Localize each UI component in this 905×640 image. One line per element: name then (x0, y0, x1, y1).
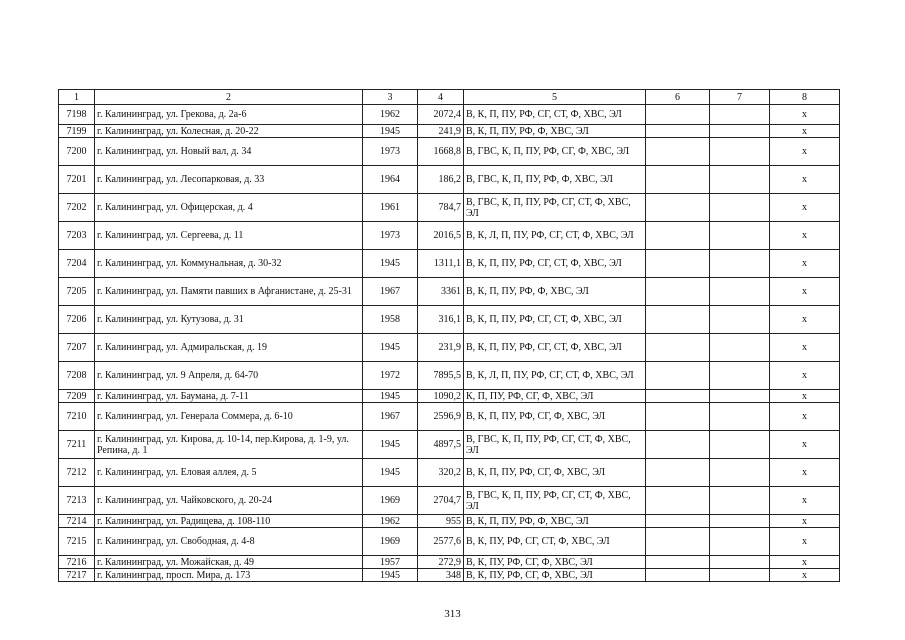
year-cell: 1945 (363, 125, 418, 138)
systems-cell: В, К, П, ПУ, РФ, СГ, СТ, Ф, ХВС, ЭЛ (464, 334, 646, 362)
col8-mark: x (770, 222, 840, 250)
year-cell: 1945 (363, 250, 418, 278)
header-col-5: 5 (464, 90, 646, 105)
table-row (59, 487, 840, 515)
address-cell: г. Калининград, ул. Кирова, д. 10-14, пер.Кирова, д. 1-9, ул. Репина, д. 1 (95, 431, 363, 459)
table-row (59, 138, 840, 166)
year-cell: 1958 (363, 306, 418, 334)
row-number: 7203 (59, 222, 95, 250)
systems-cell: В, К, ПУ, РФ, СГ, СТ, Ф, ХВС, ЭЛ (464, 528, 646, 556)
area-cell: 1668,8 (418, 138, 464, 166)
header-col-7: 7 (710, 90, 770, 105)
col8-mark: x (770, 105, 840, 125)
table-row (59, 306, 840, 334)
area-cell: 272,9 (418, 556, 464, 569)
systems-cell: В, К, ПУ, РФ, СГ, Ф, ХВС, ЭЛ (464, 556, 646, 569)
col6-cell (646, 403, 710, 431)
col8-mark: x (770, 278, 840, 306)
area-cell: 3361 (418, 278, 464, 306)
year-cell: 1962 (363, 105, 418, 125)
col8-mark: x (770, 515, 840, 528)
year-cell: 1945 (363, 569, 418, 582)
address-cell: г. Калининград, ул. Баумана, д. 7-11 (95, 390, 363, 403)
row-number: 7215 (59, 528, 95, 556)
col6-cell (646, 431, 710, 459)
table-row (59, 431, 840, 459)
col8-mark: x (770, 138, 840, 166)
row-number: 7214 (59, 515, 95, 528)
col7-cell (710, 222, 770, 250)
area-cell: 955 (418, 515, 464, 528)
col8-mark: x (770, 125, 840, 138)
table-row (59, 362, 840, 390)
header-col-3: 3 (363, 90, 418, 105)
systems-cell: В, К, П, ПУ, РФ, Ф, ХВС, ЭЛ (464, 515, 646, 528)
row-number: 7207 (59, 334, 95, 362)
col6-cell (646, 306, 710, 334)
header-col-2: 2 (95, 90, 363, 105)
address-cell: г. Калининград, ул. Офицерская, д. 4 (95, 194, 363, 222)
table-row (59, 556, 840, 569)
col7-cell (710, 390, 770, 403)
col6-cell (646, 166, 710, 194)
row-number: 7209 (59, 390, 95, 403)
year-cell: 1972 (363, 362, 418, 390)
area-cell: 4897,5 (418, 431, 464, 459)
col6-cell (646, 138, 710, 166)
area-cell: 241,9 (418, 125, 464, 138)
col8-mark: x (770, 487, 840, 515)
header-col-1: 1 (59, 90, 95, 105)
address-cell: г. Калининград, ул. Колесная, д. 20-22 (95, 125, 363, 138)
col8-mark: x (770, 362, 840, 390)
table-row (59, 105, 840, 125)
systems-cell: В, К, П, ПУ, РФ, СГ, Ф, ХВС, ЭЛ (464, 403, 646, 431)
table-row (59, 166, 840, 194)
address-cell: г. Калининград, ул. Новый вал, д. 34 (95, 138, 363, 166)
col8-mark: x (770, 528, 840, 556)
systems-cell: В, К, Л, П, ПУ, РФ, СГ, СТ, Ф, ХВС, ЭЛ (464, 362, 646, 390)
registry-table (58, 89, 840, 582)
area-cell: 186,2 (418, 166, 464, 194)
year-cell: 1973 (363, 222, 418, 250)
col8-mark: x (770, 390, 840, 403)
col7-cell (710, 362, 770, 390)
col8-mark: x (770, 431, 840, 459)
address-cell: г. Калининград, ул. Свободная, д. 4-8 (95, 528, 363, 556)
row-number: 7204 (59, 250, 95, 278)
table-row (59, 250, 840, 278)
row-number: 7208 (59, 362, 95, 390)
year-cell: 1945 (363, 390, 418, 403)
header-col-8: 8 (770, 90, 840, 105)
col6-cell (646, 362, 710, 390)
row-number: 7201 (59, 166, 95, 194)
col8-mark: x (770, 403, 840, 431)
row-number: 7200 (59, 138, 95, 166)
col8-mark: x (770, 334, 840, 362)
year-cell: 1969 (363, 528, 418, 556)
col8-mark: x (770, 194, 840, 222)
col6-cell (646, 250, 710, 278)
systems-cell: В, К, П, ПУ, РФ, СГ, СТ, Ф, ХВС, ЭЛ (464, 306, 646, 334)
year-cell: 1967 (363, 403, 418, 431)
row-number: 7205 (59, 278, 95, 306)
registry-table-sheet (58, 89, 839, 582)
col8-mark: x (770, 306, 840, 334)
systems-cell: В, ГВС, К, П, ПУ, РФ, Ф, ХВС, ЭЛ (464, 166, 646, 194)
row-number: 7202 (59, 194, 95, 222)
table-row (59, 278, 840, 306)
year-cell: 1961 (363, 194, 418, 222)
col7-cell (710, 306, 770, 334)
row-number: 7198 (59, 105, 95, 125)
row-number: 7217 (59, 569, 95, 582)
col8-mark: x (770, 569, 840, 582)
col7-cell (710, 138, 770, 166)
year-cell: 1962 (363, 515, 418, 528)
col7-cell (710, 250, 770, 278)
area-cell: 1311,1 (418, 250, 464, 278)
area-cell: 2596,9 (418, 403, 464, 431)
area-cell: 2016,5 (418, 222, 464, 250)
systems-cell: В, ГВС, К, П, ПУ, РФ, СГ, Ф, ХВС, ЭЛ (464, 138, 646, 166)
col6-cell (646, 125, 710, 138)
col7-cell (710, 431, 770, 459)
table-row (59, 334, 840, 362)
col8-mark: x (770, 556, 840, 569)
col7-cell (710, 125, 770, 138)
col7-cell (710, 487, 770, 515)
col7-cell (710, 459, 770, 487)
table-row (59, 569, 840, 582)
address-cell: г. Калининград, ул. Чайковского, д. 20-24 (95, 487, 363, 515)
page-number: 313 (444, 608, 461, 620)
area-cell: 7895,5 (418, 362, 464, 390)
year-cell: 1945 (363, 431, 418, 459)
col7-cell (710, 528, 770, 556)
systems-cell: В, К, ПУ, РФ, СГ, Ф, ХВС, ЭЛ (464, 569, 646, 582)
address-cell: г. Калининград, ул. Лесопарковая, д. 33 (95, 166, 363, 194)
systems-cell: В, К, П, ПУ, РФ, СГ, Ф, ХВС, ЭЛ (464, 459, 646, 487)
col7-cell (710, 403, 770, 431)
area-cell: 2704,7 (418, 487, 464, 515)
table-row (59, 390, 840, 403)
year-cell: 1945 (363, 334, 418, 362)
col6-cell (646, 556, 710, 569)
address-cell: г. Калининград, ул. Коммунальная, д. 30-32 (95, 250, 363, 278)
table-row (59, 528, 840, 556)
col6-cell (646, 278, 710, 306)
col7-cell (710, 515, 770, 528)
year-cell: 1945 (363, 459, 418, 487)
table-row (59, 194, 840, 222)
area-cell: 2577,6 (418, 528, 464, 556)
col7-cell (710, 278, 770, 306)
col7-cell (710, 334, 770, 362)
year-cell: 1957 (363, 556, 418, 569)
address-cell: г. Калининград, ул. Генерала Соммера, д. 6-10 (95, 403, 363, 431)
area-cell: 1090,2 (418, 390, 464, 403)
area-cell: 316,1 (418, 306, 464, 334)
year-cell: 1969 (363, 487, 418, 515)
col6-cell (646, 334, 710, 362)
row-number: 7210 (59, 403, 95, 431)
table-row (59, 125, 840, 138)
col6-cell (646, 222, 710, 250)
systems-cell: В, К, П, ПУ, РФ, СГ, СТ, Ф, ХВС, ЭЛ (464, 250, 646, 278)
col7-cell (710, 556, 770, 569)
systems-cell: В, ГВС, К, П, ПУ, РФ, СГ, СТ, Ф, ХВС, ЭЛ (464, 487, 646, 515)
row-number: 7199 (59, 125, 95, 138)
systems-cell: В, К, П, ПУ, РФ, Ф, ХВС, ЭЛ (464, 278, 646, 306)
systems-cell: К, П, ПУ, РФ, СГ, Ф, ХВС, ЭЛ (464, 390, 646, 403)
header-row (59, 90, 840, 105)
systems-cell: В, ГВС, К, П, ПУ, РФ, СГ, СТ, Ф, ХВС, ЭЛ (464, 194, 646, 222)
row-number: 7213 (59, 487, 95, 515)
area-cell: 2072,4 (418, 105, 464, 125)
address-cell: г. Калининград, ул. Можайская, д. 49 (95, 556, 363, 569)
address-cell: г. Калининград, ул. Адмиральская, д. 19 (95, 334, 363, 362)
col8-mark: x (770, 459, 840, 487)
col6-cell (646, 487, 710, 515)
address-cell: г. Калининград, ул. Сергеева, д. 11 (95, 222, 363, 250)
col7-cell (710, 166, 770, 194)
area-cell: 231,9 (418, 334, 464, 362)
header-col-4: 4 (418, 90, 464, 105)
address-cell: г. Калининград, ул. Грекова, д. 2а-6 (95, 105, 363, 125)
systems-cell: В, ГВС, К, П, ПУ, РФ, СГ, СТ, Ф, ХВС, ЭЛ (464, 431, 646, 459)
address-cell: г. Калининград, ул. Памяти павших в Афганистане, д. 25-31 (95, 278, 363, 306)
address-cell: г. Калининград, ул. Радищева, д. 108-110 (95, 515, 363, 528)
col8-mark: x (770, 166, 840, 194)
address-cell: г. Калининград, просп. Мира, д. 173 (95, 569, 363, 582)
address-cell: г. Калининград, ул. Кутузова, д. 31 (95, 306, 363, 334)
systems-cell: В, К, Л, П, ПУ, РФ, СГ, СТ, Ф, ХВС, ЭЛ (464, 222, 646, 250)
address-cell: г. Калининград, ул. Еловая аллея, д. 5 (95, 459, 363, 487)
row-number: 7212 (59, 459, 95, 487)
year-cell: 1973 (363, 138, 418, 166)
col6-cell (646, 105, 710, 125)
year-cell: 1967 (363, 278, 418, 306)
col6-cell (646, 515, 710, 528)
col7-cell (710, 105, 770, 125)
address-cell: г. Калининград, ул. 9 Апреля, д. 64-70 (95, 362, 363, 390)
area-cell: 784,7 (418, 194, 464, 222)
col6-cell (646, 194, 710, 222)
col6-cell (646, 528, 710, 556)
row-number: 7211 (59, 431, 95, 459)
year-cell: 1964 (363, 166, 418, 194)
col8-mark: x (770, 250, 840, 278)
table-row (59, 403, 840, 431)
col6-cell (646, 390, 710, 403)
systems-cell: В, К, П, ПУ, РФ, Ф, ХВС, ЭЛ (464, 125, 646, 138)
area-cell: 348 (418, 569, 464, 582)
col6-cell (646, 569, 710, 582)
systems-cell: В, К, П, ПУ, РФ, СГ, СТ, Ф, ХВС, ЭЛ (464, 105, 646, 125)
col7-cell (710, 194, 770, 222)
row-number: 7216 (59, 556, 95, 569)
col6-cell (646, 459, 710, 487)
table-row (59, 515, 840, 528)
area-cell: 320,2 (418, 459, 464, 487)
table-row (59, 459, 840, 487)
col7-cell (710, 569, 770, 582)
table-row (59, 222, 840, 250)
row-number: 7206 (59, 306, 95, 334)
header-col-6: 6 (646, 90, 710, 105)
